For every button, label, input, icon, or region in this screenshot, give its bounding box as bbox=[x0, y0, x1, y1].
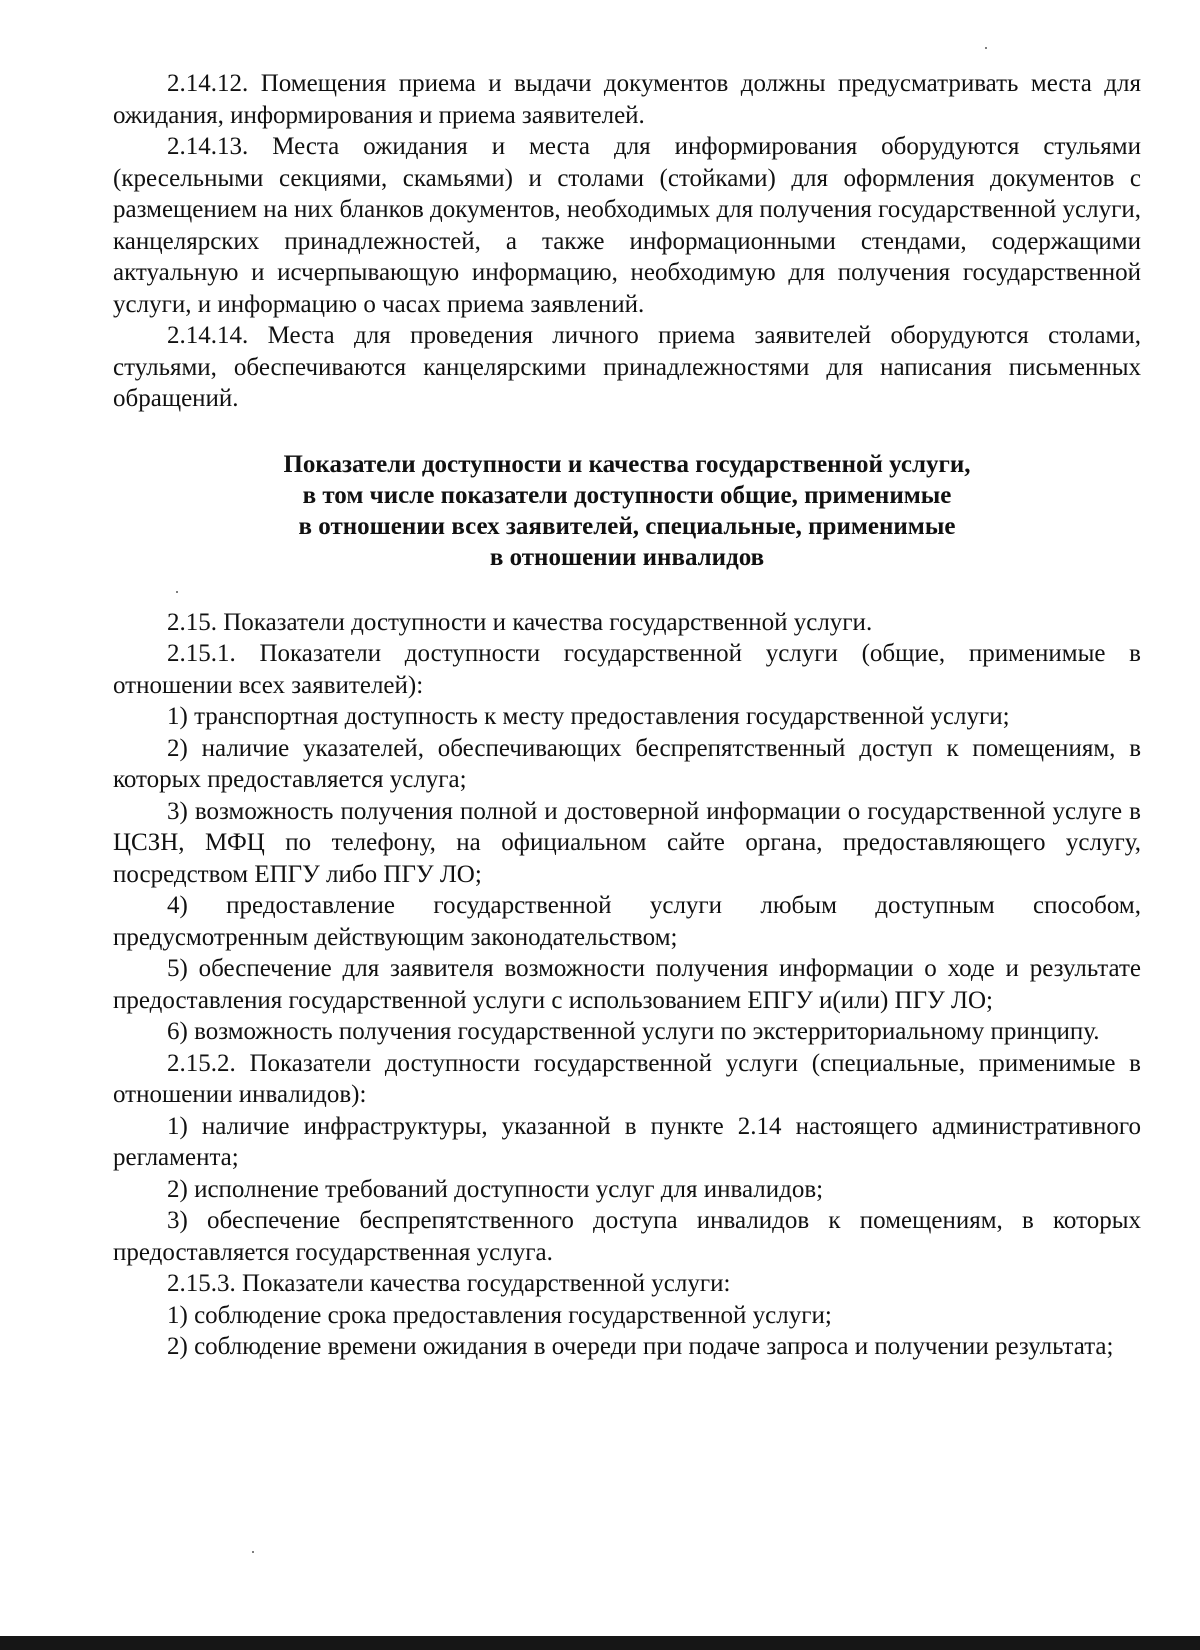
document-body bbox=[113, 68, 1141, 1363]
section-heading bbox=[113, 449, 1141, 573]
scan-edge-bar bbox=[0, 1636, 1200, 1650]
list-item-special-3: 3) обеспечение беспрепятственного доступа инвалидов к помещениям, в которых предоставляется государственная услуга. bbox=[113, 1207, 1141, 1266]
list-item-general-6: 6) возможность получения государственной услуги по экстерриториальному принципу. bbox=[167, 1018, 1100, 1045]
scan-speck bbox=[985, 47, 987, 49]
list-item-general-5: 5) обеспечение для заявителя возможности получения информации о ходе и результате предоставления государственной услуги с использованием ЕПГУ и(или) ПГУ ЛО; bbox=[113, 955, 1141, 1014]
heading-line-1: Показатели доступности и качества государственной услуги, bbox=[283, 450, 971, 478]
list-item-general-3: 3) возможность получения полной и достоверной информации о государственной услуге в ЦСЗН, МФЦ по телефону, на официальном сайте органа, предоставляющего услугу, посредством ЕПГУ либо ПГУ ЛО; bbox=[113, 797, 1141, 888]
scan-speck bbox=[176, 591, 178, 593]
paragraph-2-15-2: 2.15.2. Показатели доступности государственной услуги (специальные, применимые в отношении инвалидов): bbox=[113, 1049, 1141, 1108]
list-item-general-2: 2) наличие указателей, обеспечивающих беспрепятственный доступ к помещениям, в которых предоставляется услуга; bbox=[113, 734, 1141, 793]
list-item-general-1: 1) транспортная доступность к месту предоставления государственной услуги; bbox=[167, 703, 1010, 730]
paragraph-2-14-12: 2.14.12. Помещения приема и выдачи документов должны предусматривать места для ожидания, информирования и приема заявителей. bbox=[113, 70, 1141, 129]
list-item-special-2: 2) исполнение требований доступности услуг для инвалидов; bbox=[167, 1175, 824, 1203]
paragraph-2-15-1: 2.15.1. Показатели доступности государственной услуги (общие, применимые в отношении всех заявителей): bbox=[113, 640, 1141, 699]
list-item-general-4: 4) предоставление государственной услуги любым доступным способом, предусмотренным действующим законодательством; bbox=[113, 892, 1141, 951]
list-item-quality-1: 1) соблюдение срока предоставления государственной услуги; bbox=[167, 1301, 832, 1329]
heading-line-3: в отношении всех заявителей, специальные, применимые bbox=[298, 512, 956, 540]
paragraph-2-15: 2.15. Показатели доступности и качества государственной услуги. bbox=[167, 608, 873, 636]
list-item-quality-2: 2) соблюдение времени ожидания в очереди при подаче запроса и получении результата; bbox=[167, 1333, 1114, 1360]
paragraph-2-15-3: 2.15.3. Показатели качества государственной услуги: bbox=[167, 1270, 731, 1297]
paragraph-2-14-14: 2.14.14. Места для проведения личного приема заявителей оборудуются столами, стульями, обеспечиваются канцелярскими принадлежностями для написания письменных обращений. bbox=[113, 322, 1141, 412]
list-item-special-1: 1) наличие инфраструктуры, указанной в пункте 2.14 настоящего административного регламента; bbox=[113, 1112, 1141, 1171]
heading-line-2: в том числе показатели доступности общие, применимые bbox=[302, 481, 952, 509]
scan-speck bbox=[252, 1551, 254, 1553]
heading-line-4: в отношении инвалидов bbox=[489, 543, 765, 571]
paragraph-2-14-13: 2.14.13. Места ожидания и места для информирования оборудуются стульями (кресельными секциями, скамьями) и столами (стойками) для оформления документов с размещением на них бланков документов, необходимых для получения государственной услуги, канцелярских принадлежностей, а также информационными стендами, содержащими актуальную и исчерпывающую информацию, необходимую для получения государственной услуги, и информацию о часах приема заявлений. bbox=[113, 133, 1141, 318]
